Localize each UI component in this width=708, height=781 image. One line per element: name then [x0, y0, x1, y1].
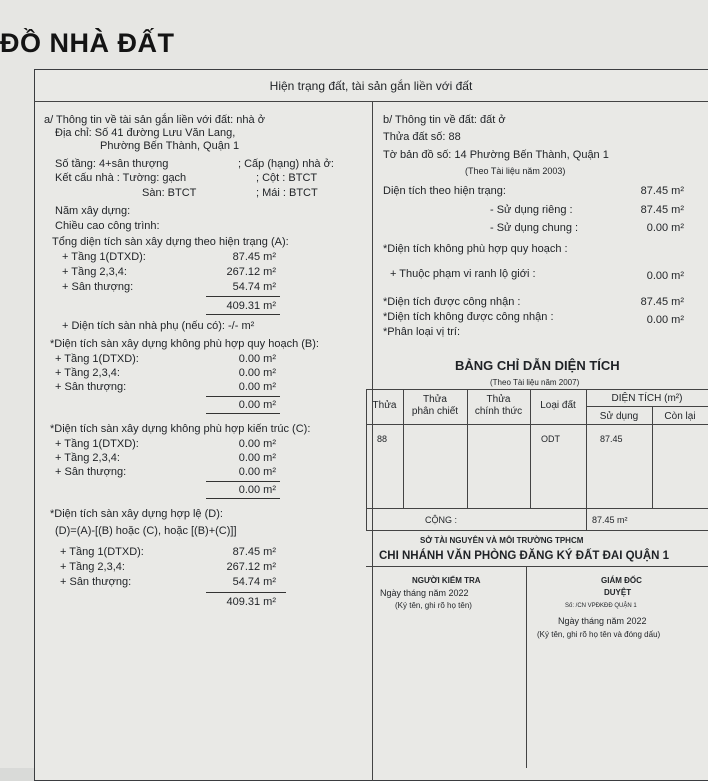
approved-label: DUYỆT: [604, 588, 632, 597]
a-row-label: + Sân thượng:: [62, 281, 134, 293]
parcel-number: Thửa đất số: 88: [383, 131, 461, 143]
cell-used: 87.45: [600, 434, 623, 444]
private-use-label: - Sử dụng riêng :: [490, 204, 573, 216]
total-area-title: Tổng diện tích sàn xây dựng theo hiện trạng (A):: [52, 236, 289, 248]
floor-count: Số tầng: 4+sân thượng: [55, 158, 169, 170]
noncompliant-area: *Diện tích không phù hợp quy hoạch :: [383, 243, 568, 255]
address-line-1: Địa chỉ: Số 41 đường Lưu Văn Lang,: [55, 127, 236, 139]
common-use-label: - Sử dụng chung :: [490, 222, 579, 234]
d-title: *Diện tích sàn xây dựng hợp lệ (D):: [50, 508, 223, 520]
cell-land-type: ODT: [541, 434, 560, 444]
d-row-label: + Sân thượng:: [60, 576, 132, 588]
house-grade: ; Cấp (hạng) nhà ở:: [238, 158, 334, 170]
sum-line: [206, 413, 280, 414]
section-divider: [34, 101, 708, 102]
position-classification: *Phân loại vị trí:: [383, 326, 461, 338]
map-note: (Theo Tài liệu năm 2003): [465, 166, 566, 176]
col-official-2: chính thức: [474, 406, 523, 417]
unrecognized-label: *Diện tích không được công nhận :: [383, 311, 554, 323]
recognized-label: *Diện tích được công nhận :: [383, 296, 521, 308]
c-row-label: + Sân thượng:: [55, 466, 127, 478]
b-row-label: + Sân thượng:: [55, 381, 127, 393]
checker-sign-note: (Ký tên, ghi rõ họ tên): [395, 601, 472, 610]
c-row-label: + Tầng 2,3,4:: [55, 452, 120, 464]
page-header: ĐỒ NHÀ ĐẤT: [0, 28, 175, 58]
a-total: 409.31 m²: [226, 300, 276, 312]
a-row-label: + Tầng 1(DTXD):: [62, 251, 146, 263]
director-title: GIÁM ĐỐC: [601, 576, 642, 585]
sign-divider: [526, 566, 527, 768]
b-title: *Diện tích sàn xây dựng không phù hợp quy hoạch (B):: [50, 338, 319, 350]
col-used: Sử dụng: [599, 411, 639, 422]
table-total-value: 87.45 m²: [592, 515, 628, 525]
asset-info-title: a/ Thông tin về tài sản gắn liền với đất: nhà ở: [44, 114, 265, 126]
area-table-title: BẢNG CHỈ DẪN DIỆN TÍCH: [455, 358, 620, 373]
d-formula: (D)=(A)-[(B) hoặc (C), hoặc [(B)+(C)]]: [55, 525, 237, 537]
area-label: Diện tích theo hiện trạng:: [383, 185, 506, 197]
build-year: Năm xây dựng:: [55, 205, 131, 217]
a-row-value: 54.74 m²: [232, 281, 276, 293]
area-value: 87.45 m²: [640, 185, 684, 197]
director-sign-note: (Ký tên, ghi rõ họ tên và đóng dấu): [537, 630, 661, 639]
sum-line: [206, 481, 280, 482]
table-total-label: CỘNG :: [425, 515, 458, 525]
table-border: [366, 508, 708, 509]
roof-material: ; Mái : BTCT: [256, 187, 318, 199]
d-row-label: + Tầng 1(DTXD):: [60, 546, 144, 558]
building-height: Chiều cao công trình:: [55, 220, 160, 232]
col-area: DIỆN TÍCH (m²): [611, 393, 683, 404]
branch-office: CHI NHÁNH VĂN PHÒNG ĐĂNG KÝ ĐẤT ĐAI QUẬN 1: [379, 550, 670, 562]
address-line-2: Phường Bến Thành, Quận 1: [100, 140, 240, 152]
column-material: ; Cột : BTCT: [256, 172, 318, 184]
c-total: 0.00 m²: [238, 484, 276, 496]
table-border: [366, 424, 708, 425]
sum-line: [206, 498, 280, 499]
col-split-1: Thửa: [423, 394, 447, 405]
col-remain: Còn lại: [664, 411, 696, 422]
b-row-label: + Tầng 2,3,4:: [55, 367, 120, 379]
director-date: Ngày tháng năm 2022: [558, 616, 647, 626]
floor-material: Sàn: BTCT: [142, 187, 197, 199]
b-row-value: 0.00 m²: [238, 353, 276, 365]
document-number: Số: /CN VPĐKĐĐ QUẬN 1: [565, 603, 637, 609]
c-row-value: 0.00 m²: [238, 466, 276, 478]
d-row-label: + Tầng 2,3,4:: [60, 561, 125, 573]
sum-line: [206, 592, 286, 593]
b-row-label: + Tầng 1(DTXD):: [55, 353, 139, 365]
department-name: SỞ TÀI NGUYÊN VÀ MÔI TRƯỜNG TPHCM: [420, 536, 584, 545]
d-row-value: 54.74 m²: [232, 576, 276, 588]
c-title: *Diện tích sàn xây dựng không phù hợp kiến trúc (C):: [50, 423, 311, 435]
road-limit-value: 0.00 m²: [646, 270, 684, 282]
d-row-value: 87.45 m²: [232, 546, 276, 558]
a-row-value: 267.12 m²: [226, 266, 276, 278]
b-row-value: 0.00 m²: [238, 367, 276, 379]
col-parcel: Thửa: [372, 400, 397, 411]
b-total: 0.00 m²: [238, 399, 276, 411]
aux-floor-area: + Diện tích sàn nhà phụ (nếu có): -/- m²: [62, 320, 255, 332]
a-row-label: + Tầng 2,3,4:: [62, 266, 127, 278]
land-info-title: b/ Thông tin về đất: đất ở: [383, 114, 506, 126]
column-divider: [372, 101, 373, 781]
d-row-value: 267.12 m²: [226, 561, 276, 573]
common-use-value: 0.00 m²: [646, 222, 684, 234]
private-use-value: 87.45 m²: [640, 204, 684, 216]
col-split-2: phân chiết: [411, 406, 459, 417]
cell-parcel: 88: [377, 434, 388, 444]
a-row-value: 87.45 m²: [232, 251, 276, 263]
sum-line: [206, 296, 280, 297]
area-table-note: (Theo Tài liệu năm 2007): [490, 378, 580, 387]
map-sheet: Tờ bản đồ số: 14 Phường Bến Thành, Quận 1: [383, 149, 609, 161]
table-border: [366, 530, 708, 531]
c-row-value: 0.00 m²: [238, 438, 276, 450]
col-official-1: Thửa: [486, 394, 511, 405]
house-structure: Kết cấu nhà : Tường: gạch: [55, 172, 187, 184]
c-row-value: 0.00 m²: [238, 452, 276, 464]
sum-line: [206, 314, 280, 315]
unrecognized-value: 0.00 m²: [646, 314, 684, 326]
col-land-type: Loại đất: [540, 400, 576, 411]
sum-line: [206, 396, 280, 397]
checker-title: NGƯỜI KIỂM TRA: [412, 576, 481, 585]
road-limit-label: + Thuộc phạm vi ranh lộ giới :: [390, 268, 536, 280]
c-row-label: + Tầng 1(DTXD):: [55, 438, 139, 450]
sign-divider: [366, 566, 708, 567]
d-total: 409.31 m²: [226, 596, 276, 608]
b-row-value: 0.00 m²: [238, 381, 276, 393]
table-border: [586, 406, 708, 407]
section-title: Hiện trạng đất, tài sản gắn liền với đất: [269, 79, 473, 93]
checker-date: Ngày tháng năm 2022: [380, 588, 469, 598]
table-border: [366, 389, 708, 390]
recognized-value: 87.45 m²: [640, 296, 684, 308]
